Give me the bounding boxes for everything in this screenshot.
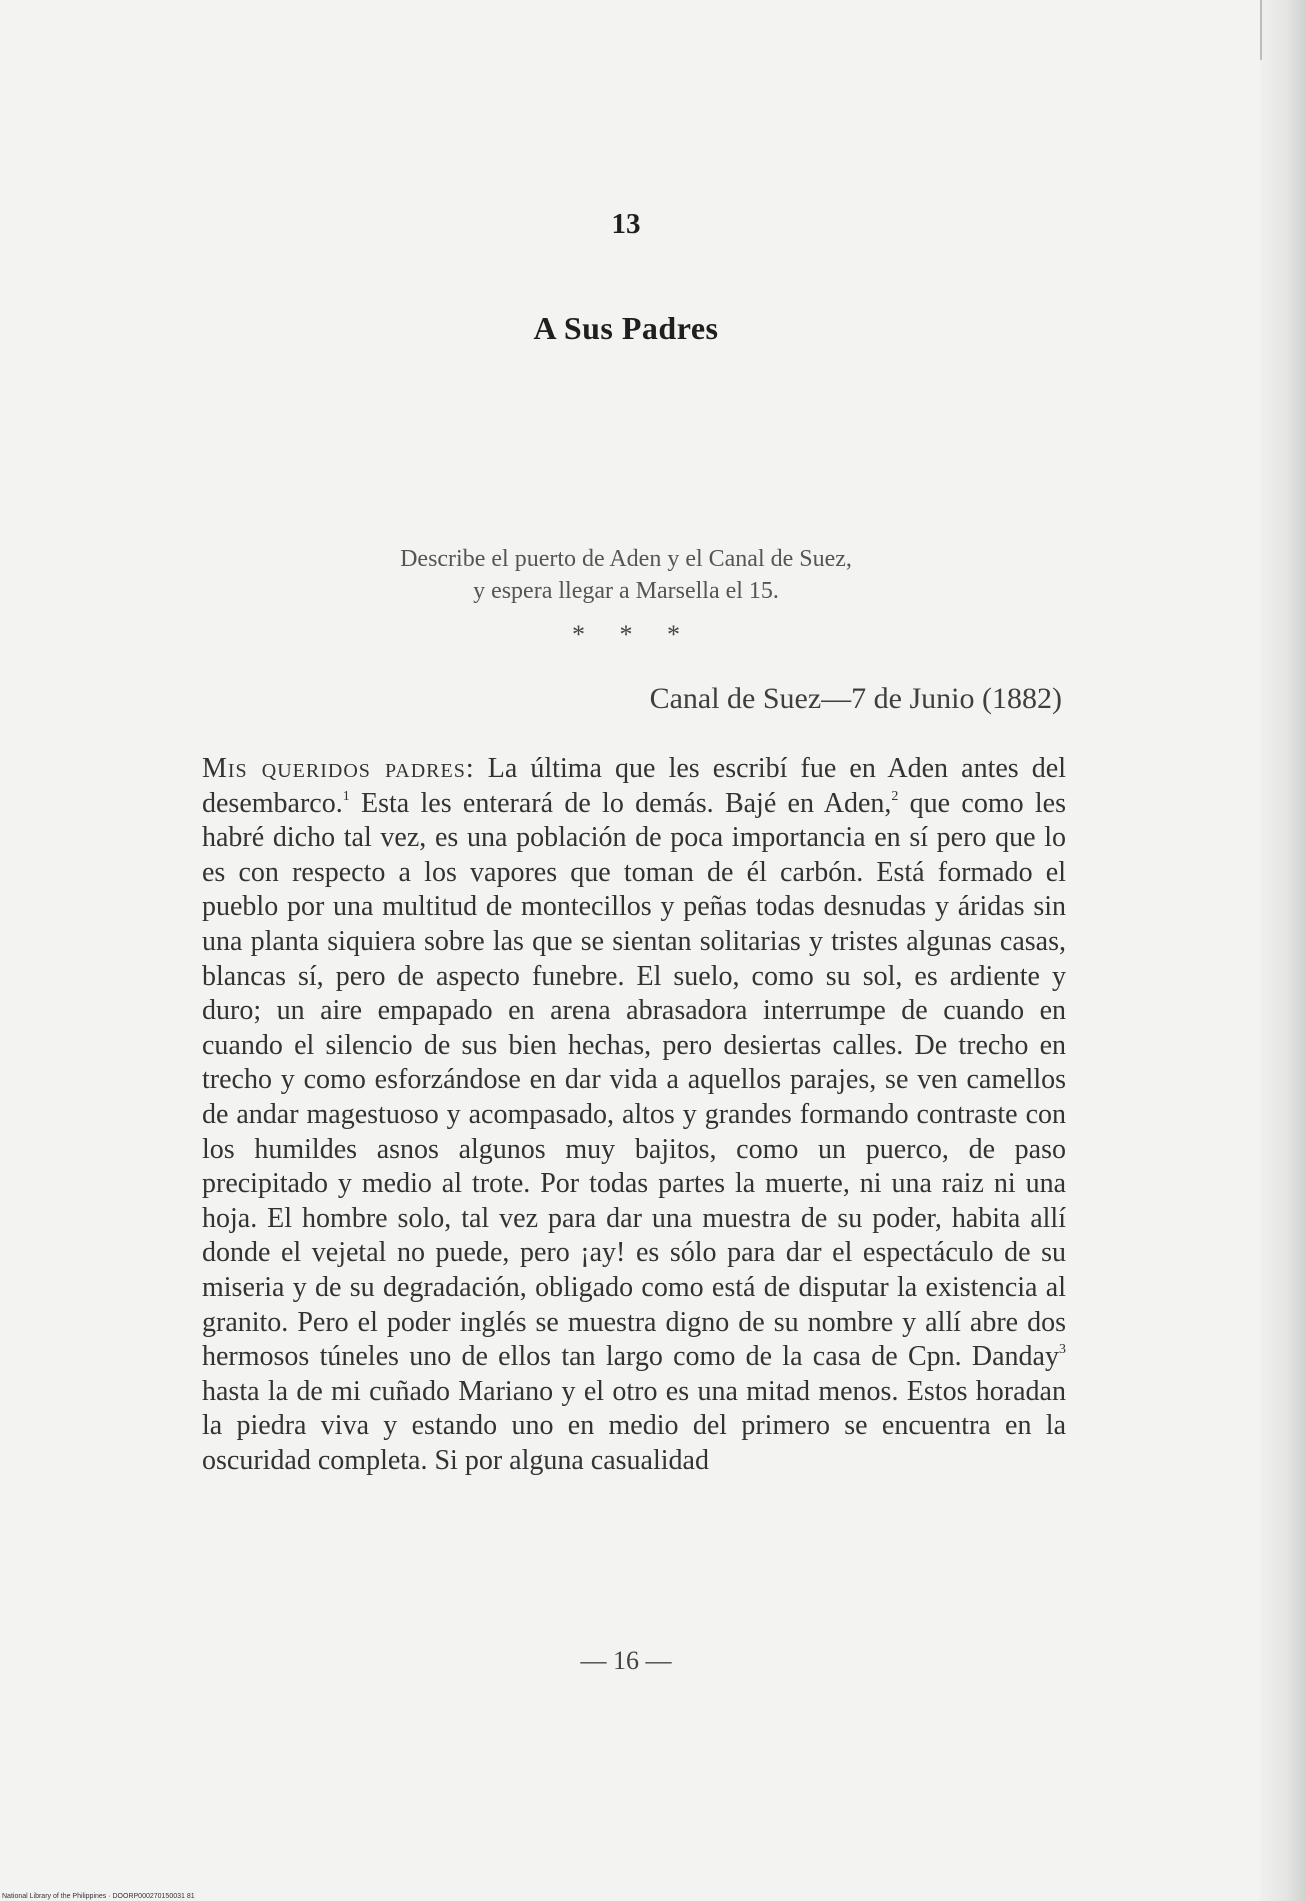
dateline: Canal de Suez—7 de Junio (1882): [649, 682, 1062, 715]
footnote-marker: 3: [1059, 1342, 1066, 1358]
summary-line-1: Describe el puerto de Aden y el Canal de Suez,: [400, 546, 852, 572]
body-text-segment: Esta les enterará de lo demás. Bajé en Aden,: [349, 787, 892, 819]
letter-number: 13: [611, 208, 641, 240]
footnote-marker: 1: [342, 788, 350, 804]
body-text-segment: que como les habré dicho tal vez, es una población de poca importancia en sí pero que lo es con respecto a los vapores que toman de él carbón. Está formado el pueblo por una multitud de montecillos y peñas todas desnudas y áridas sin una planta siquiera sobre las que se sientan solitarias y tristes algunas casas, blancas sí, pero de aspecto funebre. El suelo, como su sol, es ardiente y duro; un aire empapado en arena abrasadora interrumpe de cuando en cuando el silencio de sus bien hechas, pero desiertas calles. De trecho en trecho y como esforzándose en dar vida a aquellos parajes, se ven camellos de andar magestuoso y acompasado, altos y grandes formando contraste con los humildes asnos algunos muy bajitos, como un puerco, de paso precipitado y medio al trote. Por todas partes la muerte, ni una raiz ni una hoja. El hombre solo, tal vez para dar una muestra de su poder, habita allí donde el vejetal no puede, pero ¡ay! es sólo para dar el espectáculo de su miseria y de su degradación, obligado como está de disputar la existencia al granito. Pero el poder inglés se muestra digno de su nombre y allí abre dos hermosos túneles uno de ellos tan largo como de la casa de Cpn. Danday: [202, 787, 1066, 1373]
salutation: Mis queridos padres:: [202, 753, 475, 784]
body-text-segment: La última que les escribí fue en Aden antes del desembarco.: [202, 753, 1067, 819]
page-number: — 16 —: [580, 1646, 672, 1675]
letter-summary: [0, 543, 1252, 607]
page-edge-shadow: [1260, 0, 1306, 1901]
footnote-marker: 2: [891, 788, 899, 804]
summary-line-2: y espera llegar a Marsella el 15.: [473, 578, 779, 604]
letter-body: [202, 752, 1066, 1478]
source-footer: National Library of the Philippines · DOORP000270150031 81: [2, 1893, 195, 1900]
page-edge-line: [1260, 0, 1262, 60]
section-separator: * * *: [572, 620, 680, 649]
body-text-segment: hasta la de mi cuñado Mariano y el otro es una mitad menos. Estos horadan la piedra viva y estando uno en medio del primero se encuentra en la oscuridad completa. Si por alguna casualidad: [202, 1375, 1066, 1476]
letter-title: A Sus Padres: [533, 310, 719, 346]
